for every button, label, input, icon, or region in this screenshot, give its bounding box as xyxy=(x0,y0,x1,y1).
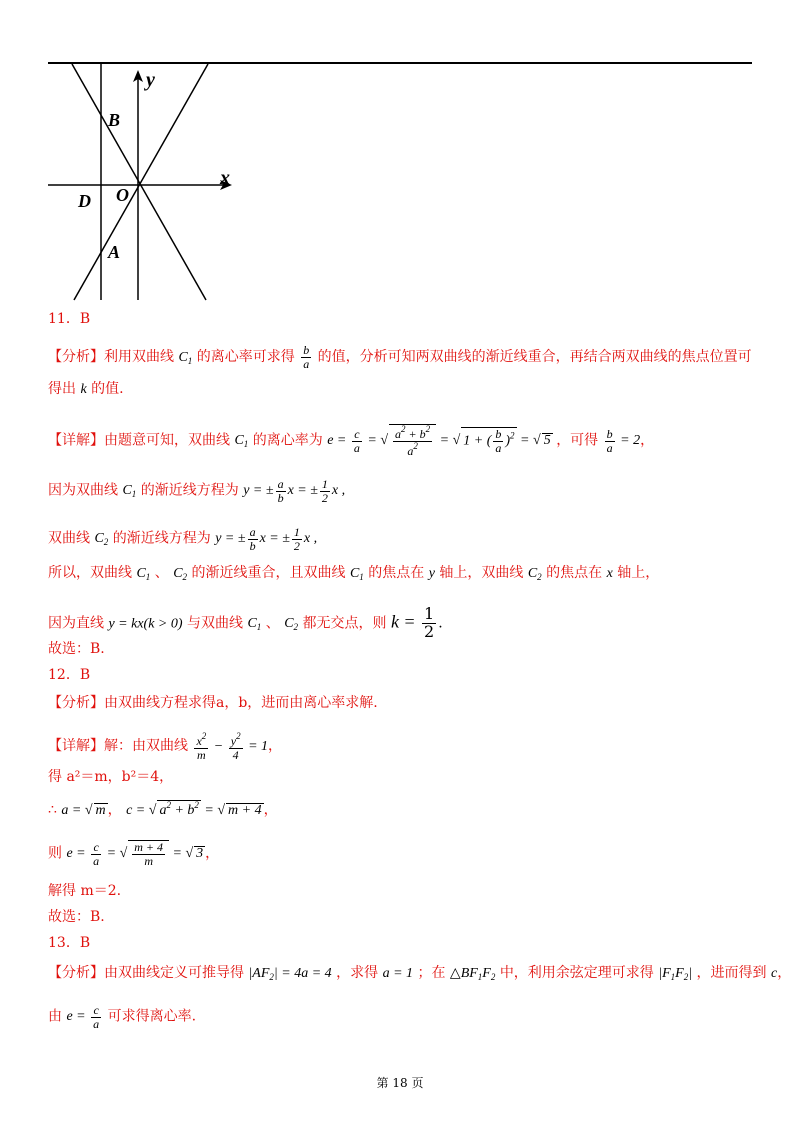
q11-analysis-tag: 【分析】 xyxy=(48,349,104,366)
q12-step2: ∴ a = √ m ， c = √ $a^2 + b^2$ = √ m + 4 ， xyxy=(48,800,278,818)
asymptote-negative xyxy=(72,64,206,300)
asymptote-positive xyxy=(74,64,208,300)
label-x: x xyxy=(220,167,230,189)
page-footer: 第 18 页 xyxy=(376,1076,424,1090)
label-d: D xyxy=(78,191,91,211)
q12-choice: 故选：B. xyxy=(48,909,105,925)
q11-analysis-line1: 【分析】利用双曲线 $C_1$ 的离心率可求得 $\frac{b}{a}$ 的值，分析可知两双曲线的渐近线重合，再结合两双曲线的焦点位置可 xyxy=(48,343,752,371)
q13-analysis-line1: 【分析】由双曲线定义可推导得 $|AF_2| = 4a = 4$ ，求得 a = 1 ；在 $\triangle BF_1F_2$ 中，利用余弦定理可求得 $|F_1F_2|$ ，进而得到 c， xyxy=(48,965,792,982)
q13-analysis-tag: 【分析】 xyxy=(48,965,104,981)
label-y: y xyxy=(146,69,155,91)
q11-detail-line1: 【详解】由题意可知，双曲线 $C_1$ 的离心率为 e = $\frac{c}{a}$ = √ $\frac{a^2 + b^2}{a^2}$ = √ 1 + ( $\frac{b}{a}$ )$^2$ = √ 5 ，可得 $\frac{b}{a}$ = 2， xyxy=(48,424,655,458)
q11-analysis-line2: 得出 k 的值. xyxy=(48,381,124,397)
q11-detail-tag: 【详解】 xyxy=(48,432,104,449)
q11-detail-line2: 因为双曲线 $C_1$ 的渐近线方程为 y = ± $\frac{a}{b}$ x = ± $\frac{1}{2}$ x , xyxy=(48,477,346,505)
q12-detail-line1: 【详解】解：由双曲线 $\frac{x^2}{m}$ − $\frac{y^2}{4}$ = 1， xyxy=(48,731,283,762)
q11-choice: 故选：B. xyxy=(48,641,105,657)
q11-detail-line3: 双曲线 $C_2$ 的渐近线方程为 y = ± $\frac{a}{b}$ x = ± $\frac{1}{2}$ x , xyxy=(48,525,318,553)
label-b: B xyxy=(108,110,121,130)
q11-detail-line5: 因为直线 y = kx(k > 0) 与双曲线 $C_1$ 、 $C_2$ 都无交点，则 k = $\frac{1}{2}$ . xyxy=(48,604,443,641)
q12-analysis: 【分析】由双曲线方程求得a，b，进而由离心率求解. xyxy=(48,695,378,711)
q13-analysis-line2: 由 e = $\frac{c}{a}$ 可求得离心率. xyxy=(48,1003,197,1031)
q12-step3: 则 e = $\frac{c}{a}$ = √ $\frac{m + 4}{m}$ = √ 3 ， xyxy=(48,840,220,868)
q12-solve: 解得 m＝2. xyxy=(48,883,122,899)
coordinate-svg xyxy=(48,64,248,304)
q11-number: 11．B xyxy=(48,311,91,327)
q12-detail-tag: 【详解】 xyxy=(48,737,104,754)
q13-number: 13．B xyxy=(48,935,91,951)
q12-step1: 得 a²＝m，b²＝4， xyxy=(48,769,174,785)
q11-detail-line4: 所以，双曲线 $C_1$ 、 $C_2$ 的渐近线重合，且双曲线 $C_1$ 的焦点在 y 轴上，双曲线 $C_2$ 的焦点在 x 轴上， xyxy=(48,565,660,582)
label-a: A xyxy=(108,242,121,262)
coordinate-figure xyxy=(48,64,248,304)
q12-analysis-tag: 【分析】 xyxy=(48,695,104,711)
label-o: O xyxy=(116,185,129,205)
q12-number: 12．B xyxy=(48,667,91,683)
